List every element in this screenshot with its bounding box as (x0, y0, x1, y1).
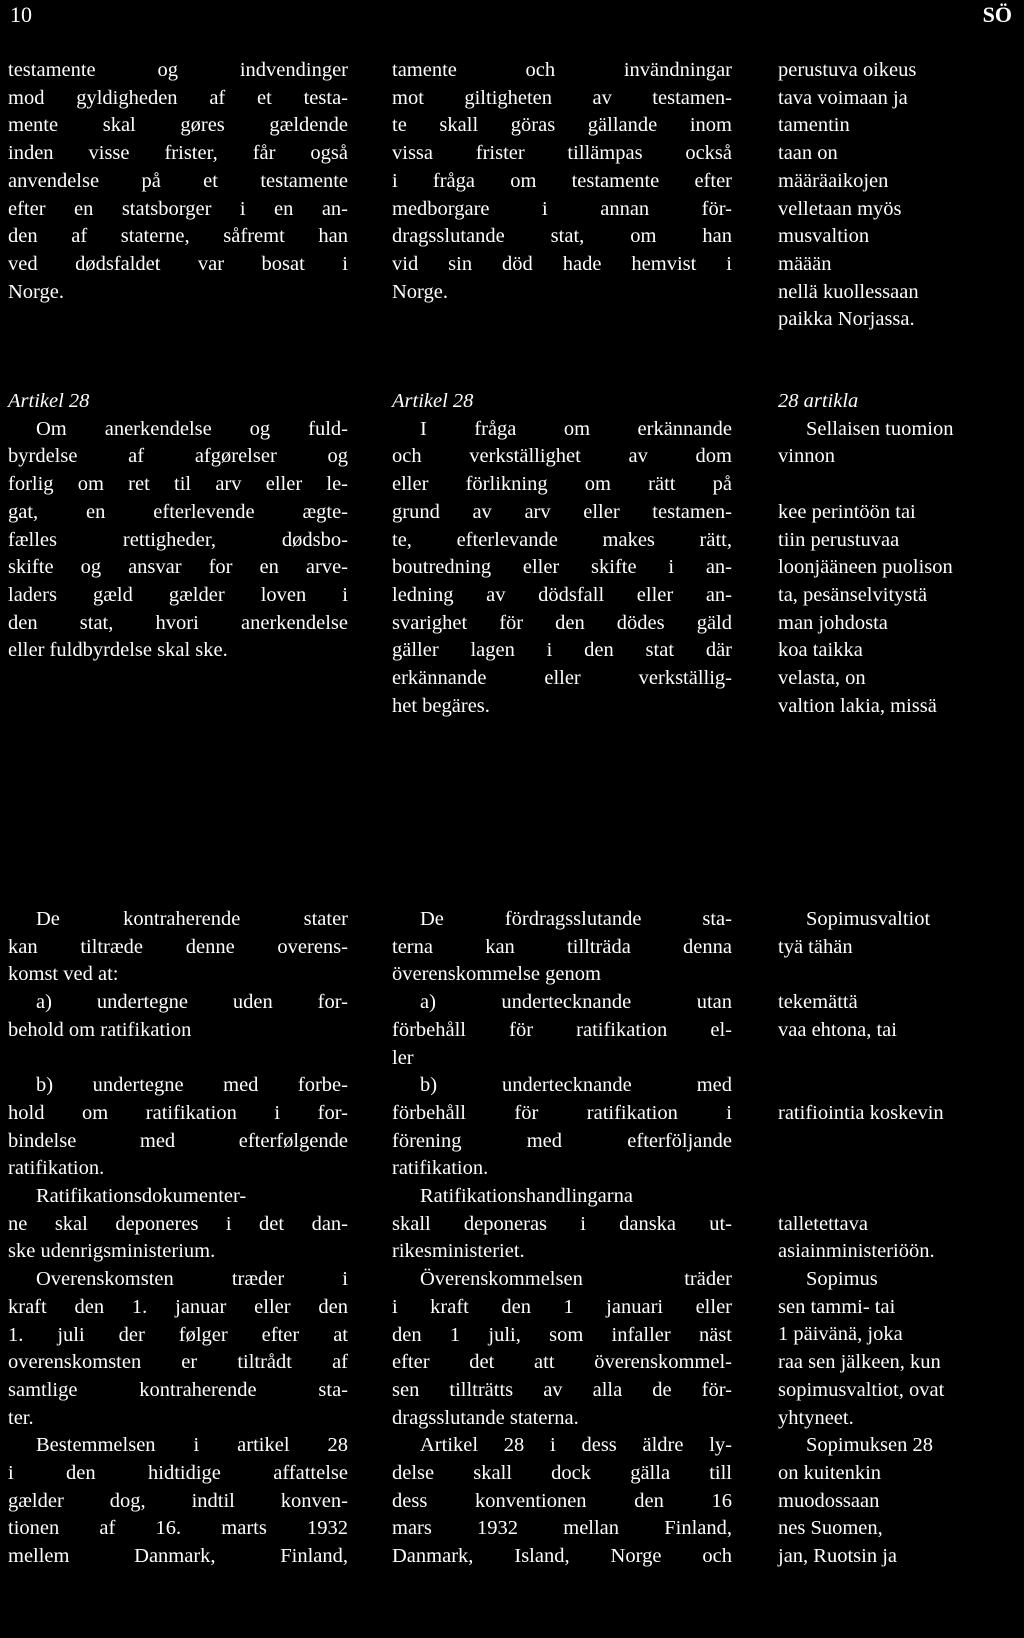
text-line: förbehåll för ratifikation i (392, 1101, 732, 1124)
text-line: ter. (8, 1406, 34, 1429)
text-line: Om anerkendelse og fuld- (36, 417, 348, 440)
text-line: förening med efterföljande (392, 1129, 732, 1152)
text-line: rikesministeriet. (392, 1240, 525, 1263)
text-line: och verkställighet av dom (392, 445, 732, 468)
text-line: Danmark, Island, Norge och (392, 1545, 732, 1568)
text-line (778, 1128, 1024, 1156)
text-line: paikka Norjassa. (778, 308, 915, 331)
text-line: gäller lagen i den stat där (392, 639, 732, 662)
danish-article-28 (8, 388, 348, 665)
text-line: byrdelse af afgørelser og (8, 445, 348, 468)
article-heading: Artikel 28 (8, 390, 90, 412)
text-line: Ratifikationshandlingarna (420, 1185, 633, 1208)
text-line: forlig om ret til arv eller le- (8, 473, 348, 496)
text-line: den af staterne, såfremt han (8, 225, 348, 248)
text-line: i den hidtidige affattelse (8, 1462, 348, 1485)
article-heading: 28 artikla (778, 390, 859, 412)
text-line: musvaltion (778, 225, 870, 248)
text-line: määän (778, 252, 832, 275)
text-line: skifte og ansvar for en arve- (8, 556, 348, 579)
text-line: vissa frister tillämpas också (392, 142, 732, 165)
text-line: koa taikka (778, 639, 863, 662)
finnish-article-28 (778, 388, 1024, 720)
text-line: ta, pesänselvitystä (778, 583, 928, 606)
text-line: 1 päivänä, joka (778, 1323, 903, 1346)
text-line: efter det att överenskommel- (392, 1351, 732, 1374)
text-line: b) undertecknande med (420, 1074, 732, 1097)
text-line: boutredning eller skifte i an- (392, 556, 732, 579)
text-line: tionen af 16. marts 1932 (8, 1517, 348, 1540)
text-line (778, 961, 1024, 989)
text-line: raa sen jälkeen, kun (778, 1351, 941, 1374)
text-line (778, 1183, 1024, 1211)
text-line: valtion lakia, missä (778, 694, 937, 717)
text-line: ledning av dödsfall eller an- (392, 583, 732, 606)
text-line: kraft den 1. januar eller den (8, 1295, 348, 1318)
text-line: nes Suomen, (778, 1517, 883, 1540)
text-line: Ratifikationsdokumenter- (36, 1185, 247, 1208)
text-line: överenskommelse genom (392, 963, 601, 986)
text-line: vinnon (778, 445, 835, 468)
swedish-article-28 (392, 388, 732, 720)
text-line: Sopimus (806, 1268, 878, 1291)
text-line: samtlige kontraherende sta- (8, 1378, 348, 1401)
swedish-para1 (392, 57, 732, 306)
text-line: dess konventionen den 16 (392, 1489, 732, 1512)
text-line: Överenskommelsen träder (420, 1268, 732, 1291)
text-line: I fråga om erkännande (420, 417, 732, 440)
text-line (778, 471, 1024, 499)
text-line: den 1 juli, som infaller näst (392, 1323, 732, 1346)
text-line: a) undertecknande utan (420, 991, 732, 1014)
page-number: 10 (10, 2, 32, 27)
text-line: a) undertegne uden for- (36, 991, 348, 1014)
text-line: Sellaisen tuomion (806, 417, 954, 440)
text-line: behold om ratifikation (8, 1018, 192, 1041)
text-line: Norge. (392, 280, 448, 303)
text-line: b) undertegne med forbe- (36, 1074, 348, 1097)
text-line: gat, en efterlevende ægte- (8, 500, 348, 523)
text-line: tamente och invändningar (392, 59, 732, 81)
text-line: anvendelse på et testamente (8, 169, 348, 192)
text-line: het begäres. (392, 694, 490, 717)
text-line (8, 1045, 348, 1073)
text-line: man johdosta (778, 611, 888, 634)
text-line: asiainministeriöön. (778, 1240, 935, 1263)
text-line: laders gæld gælder loven i (8, 583, 348, 606)
text-line: muodossaan (778, 1489, 880, 1512)
page-code: SÖ (982, 2, 1012, 27)
text-line: Sopimuksen 28 (806, 1434, 933, 1457)
text-line: bindelse med efterfølgende (8, 1129, 348, 1152)
text-line: gælder dog, indtil konven- (8, 1489, 348, 1512)
text-line: määräaikojen (778, 169, 889, 192)
text-line: sen tammi- tai (778, 1295, 896, 1318)
text-line: overenskomsten er tiltrådt af (8, 1351, 348, 1374)
text-line: kee perintöön tai (778, 500, 916, 523)
text-line: sen tillträtts av alla de för- (392, 1378, 732, 1401)
text-line: ratifikation. (392, 1157, 489, 1180)
text-line: jan, Ruotsin ja (778, 1545, 898, 1568)
text-line: grund av arv eller testamen- (392, 500, 732, 523)
text-line: medborgare i annan för- (392, 197, 732, 220)
text-line: dragsslutande staterna. (392, 1406, 579, 1429)
text-line: talletettava (778, 1212, 868, 1235)
text-line: tekemättä (778, 991, 858, 1014)
danish-accession (8, 906, 348, 1571)
text-line: förbehåll för ratifikation el- (392, 1018, 732, 1041)
text-line: i kraft den 1 januari eller (392, 1295, 732, 1318)
text-line: kan tiltræde denne overens- (8, 935, 348, 958)
text-line: terna kan tillträda denna (392, 935, 732, 958)
text-line: ler (392, 1046, 414, 1069)
finnish-para1 (778, 57, 1024, 334)
text-line: erkännande eller verkställig- (392, 667, 732, 690)
text-line: hold om ratifikation i for- (8, 1101, 348, 1124)
text-line: delse skall dock gälla till (392, 1462, 732, 1485)
text-line: velasta, on (778, 667, 866, 690)
text-line: Artikel 28 i dess äldre ly- (420, 1434, 732, 1457)
text-line: skall deponeras i danska ut- (392, 1212, 732, 1235)
text-line: vaa ehtona, tai (778, 1018, 897, 1041)
text-line: mot giltigheten av testamen- (392, 86, 732, 109)
text-line: fælles rettigheder, dødsbo- (8, 528, 348, 551)
text-line: perustuva oikeus (778, 59, 917, 81)
danish-para1 (8, 57, 348, 306)
text-line: ved dødsfaldet var bosat i (8, 252, 348, 275)
text-line: ske udenrigsministerium. (8, 1240, 216, 1263)
text-line: 1. juli der følger efter at (8, 1323, 348, 1346)
text-line: ratifikation. (8, 1157, 105, 1180)
text-line: mod gyldigheden af et testa- (8, 86, 348, 109)
text-line: dragsslutande stat, om han (392, 225, 732, 248)
text-line: loonjääneen puolison (778, 556, 953, 579)
text-line: eller fuldbyrdelse skal ske. (8, 639, 228, 662)
text-line: Norge. (8, 280, 64, 303)
text-line: tamentin (778, 114, 850, 137)
text-line: te, efterlevande makes rätt, (392, 528, 732, 551)
text-line: mente skal gøres gældende (8, 114, 348, 137)
text-line: De fördragsslutande sta- (420, 908, 732, 930)
text-line: taan on (778, 142, 838, 165)
swedish-accession (392, 906, 732, 1571)
text-line: te skall göras gällande inom (392, 114, 732, 137)
text-line: sopimusvaltiot, ovat (778, 1378, 945, 1401)
text-line: Overenskomsten træder i (36, 1268, 348, 1291)
text-line: yhtyneet. (778, 1406, 854, 1429)
text-line: Sopimusvaltiot (806, 908, 931, 930)
text-line: velletaan myös (778, 197, 902, 220)
text-line: Bestemmelsen i artikel 28 (36, 1434, 348, 1457)
text-line: on kuitenkin (778, 1461, 882, 1484)
text-line: tyä tähän (778, 935, 853, 958)
text-line: eller förlikning om rätt på (392, 473, 732, 496)
text-line: De kontraherende stater (36, 908, 348, 930)
text-line (778, 1072, 1024, 1100)
text-line: tiin perustuvaa (778, 528, 900, 551)
text-line: efter en statsborger i en an- (8, 197, 348, 220)
text-line: tava voimaan ja (778, 86, 908, 109)
text-line (778, 1045, 1024, 1073)
text-line (778, 1155, 1024, 1183)
text-line: mars 1932 mellan Finland, (392, 1517, 732, 1540)
article-heading: Artikel 28 (392, 390, 474, 412)
text-line: testamente og indvendinger (8, 59, 348, 81)
text-line: vid sin död hade hemvist i (392, 252, 732, 275)
text-line: komst ved at: (8, 963, 119, 986)
text-line: svarighet för den dödes gäld (392, 611, 732, 634)
text-line: ne skal deponeres i det dan- (8, 1212, 348, 1235)
text-line: den stat, hvori anerkendelse (8, 611, 348, 634)
text-line: mellem Danmark, Finland, (8, 1545, 348, 1568)
text-line: ratifiointia koskevin (778, 1101, 944, 1124)
text-line: nellä kuollessaan (778, 280, 919, 303)
text-line: inden visse frister, får også (8, 142, 348, 165)
text-line: i fråga om testamente efter (392, 169, 732, 192)
finnish-accession (778, 906, 1024, 1571)
